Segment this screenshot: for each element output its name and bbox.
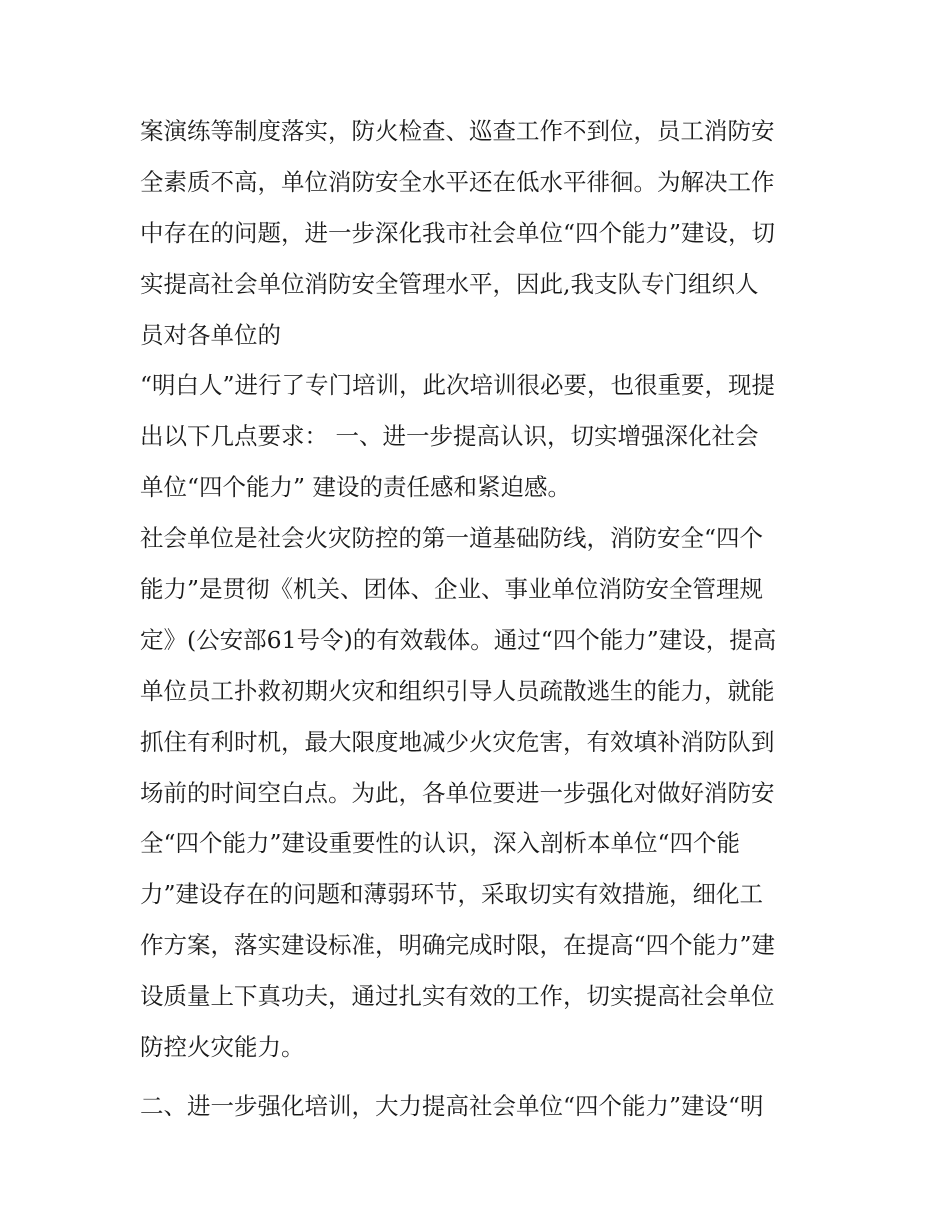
text-line: “明白人”进行了专门培训，此次培训很必要，也很重要，现提 (140, 371, 776, 400)
text-line: 案演练等制度落实，防火检查、巡查工作不到位，员工消防安 (140, 117, 775, 145)
text-line: 设质量上下真功夫，通过扎实有效的工作，切实提高社会单位 (140, 982, 775, 1011)
text-line: 实提高社会单位消防安全管理水平，因此,我支队专门组织人 (140, 269, 759, 298)
text-line: 单位员工扑救初期火灾和组织引导人员疏散逃生的能力，就能 (140, 676, 775, 705)
text-line: 防控火灾能力。 (140, 1033, 305, 1062)
text-line: 全“四个能力”建设重要性的认识，深入剖析本单位“四个能 (140, 829, 741, 858)
text-line: 中存在的问题，进一步深化我市社会单位“四个能力”建设，切 (140, 218, 776, 247)
text-line: 员对各单位的 (140, 320, 281, 349)
text-line: 能力”是贯彻《机关、团体、企业、事业单位消防安全管理规 (140, 575, 764, 604)
text-line: 力”建设存在的问题和薄弱环节，采取切实有效措施，细化工 (140, 880, 764, 909)
text-line: 场前的时间空白点。为此，各单位要进一步强化对做好消防安 (140, 778, 775, 807)
text-line: 定》(公安部61号令)的有效载体。通过“四个能力”建设，提高 (140, 625, 777, 654)
text-line: 二、进一步强化培训，大力提高社会单位“四个能力”建设“明 (140, 1091, 764, 1120)
text-line: 抓住有利时机，最大限度地减少火灾危害，有效填补消防队到 (140, 727, 775, 756)
document-body (140, 106, 820, 1132)
text-line: 出以下几点要求： 一、进一步提高认识，切实增强深化社会 (140, 422, 759, 451)
paragraph-gap (140, 1073, 820, 1081)
text-line: 作方案，落实建设标准，明确完成时限，在提高“四个能力”建 (140, 931, 776, 960)
text-line: 单位“四个能力” 建设的责任感和紧迫感。 (140, 473, 571, 502)
text-line: 社会单位是社会火灾防控的第一道基础防线，消防安全“四个 (140, 524, 764, 553)
text-line: 全素质不高，单位消防安全水平还在低水平徘徊。为解决工作 (140, 167, 775, 196)
